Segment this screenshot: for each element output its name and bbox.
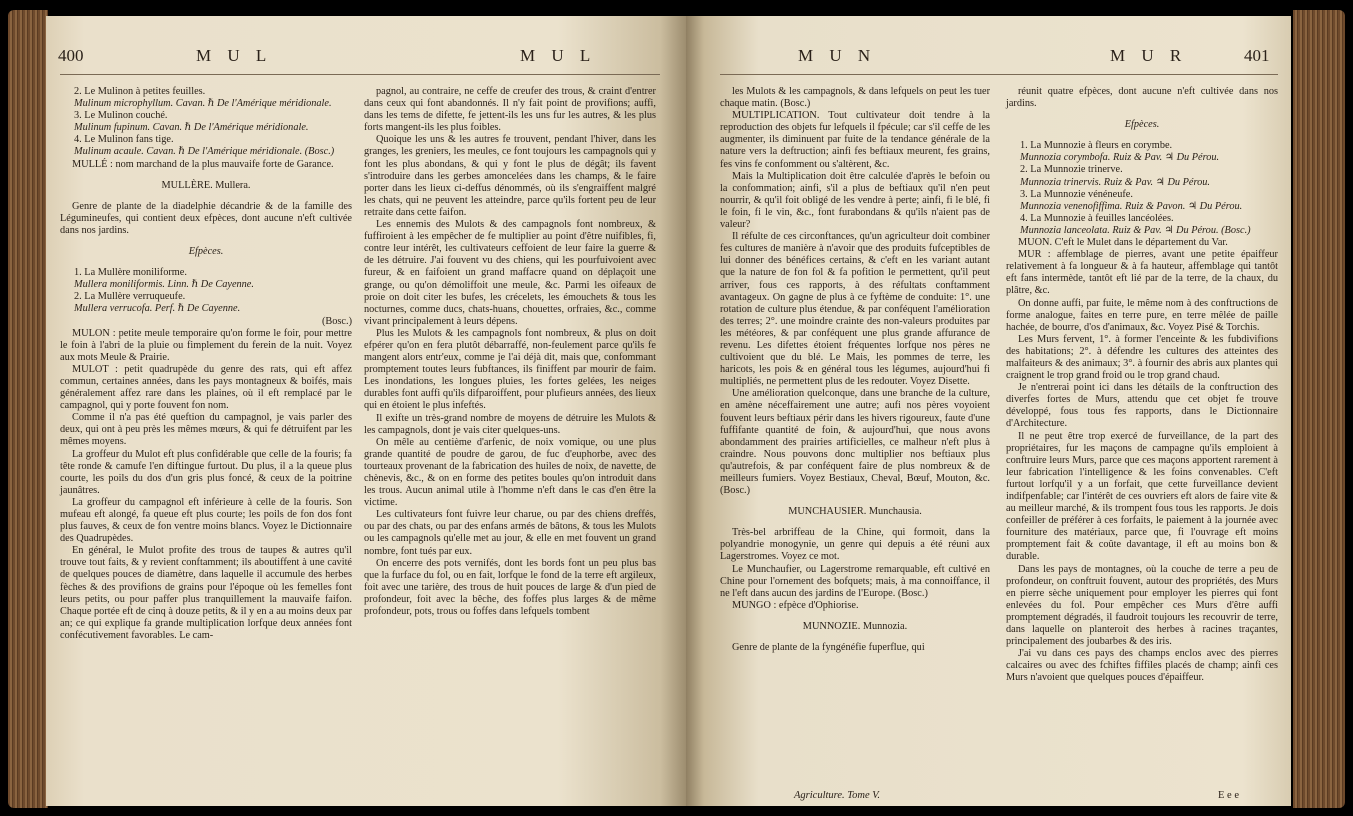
paragraph: Il ne peut être trop exercé de furveillance, de la part des propriétaires, fur les maçons de campagne qu'ils emploient à conftruire leurs Murs, parce que ces maçons apportent rarement à leur fabrication l'intelligence & les foins convenables. C'eft furtout lorfqu'il y a un forfait, que cette furveillance devient indifpenfable; car l'intérêt de ces ouvriers eft alors de faire vite & au meilleur marché, & ils trompent fous tous les rapports. Je dois confeiller de préférer à ces forfaits, le paiement à la journée avec fourniture des matériaux, parce que, fi l'ouvrage eft moins promptement fait & coûte davantage, il eft au moins bon & durable. xyxy=(1006,430,1278,563)
paragraph: Genre de plante de la fyngénéfie fuperflue, qui xyxy=(732,642,925,654)
paragraph: 1. La Munnozie à fleurs en corymbe. xyxy=(1020,140,1173,152)
right-column-2 xyxy=(1006,86,1278,685)
right-page xyxy=(686,16,1291,806)
paragraph: La groffeur du Mulot eft plus confidérable que celle de la fouris; fa tête ronde & camufe l'en diftingue furtout. Du plus, il a la queue plus courte, les poils du dos d'un gris plus foncé, & ceux de la poitrine jaunâtres. xyxy=(60,448,352,496)
paragraph: 2. Le Mulinon à petites feuilles. xyxy=(74,86,206,97)
paragraph: Mulinum acaule. Cavan. ℏ De l'Amérique méridionale. (Bosc.) xyxy=(74,146,335,158)
paragraph: Quoique les uns & les autres fe trouvent, pendant l'hiver, dans les granges, les greniers, les meules, ce font toujours les campagnols qui y font les plus abondans, & qui y font le plus de dégât; ils favent s'introduire dans les gerbes amoncelées dans les champs, & le faire porter dans les lieux ci-deffus dénommés, où ils s'engraiffent malgré les chats, qui ne peuvent les atteindre, parce qu'ils fortent peu de leur retraite dans cette faifon. xyxy=(364,134,656,218)
paragraph: J'ai vu dans ces pays des champs enclos avec des pierres calcaires ou avec des fchiftes fiffiles placés de champ; ainfi ces Murs n'avoient que quelques pouces d'épaiffeur. xyxy=(1006,648,1278,684)
paragraph: Une amélioration quelconque, dans une branche de la culture, en amène néceffairement une autre; aufi nos pères voyoient fouvent leurs beftiaux périr dans les hivers rigoureux, faute d'une fuffifante quantité de foin, & aujourd'hui, que nous avons abondamment des prairies artificielles, ce malheur n'eft plus à craindre. Nous pouvons donc multiplier nos beftiaux plus qu'autrefois, & par conféquent faire de plus nombreux & de meilleurs fumiers. Voyez Bestiaux, Cheval, Bœuf, Mouton, &c. (Bosc.) xyxy=(720,388,990,497)
paragraph: pagnol, au contraire, ne ceffe de creufer des trous, & craint d'entrer dans ceux qui font abandonnés. Il n'y fait point de provifions; auffi, dans les tems de difette, fe jettent-ils les uns fur les autres, & les plus forts mangent-ils les plus foibles. xyxy=(364,86,656,134)
paragraph: Mullera verrucofa. Perf. ℏ De Cayenne. xyxy=(74,303,241,315)
footer-volume: Agriculture. Tome V. xyxy=(794,790,880,801)
paragraph: 4. La Munnozie à feuilles lancéolées. xyxy=(1020,212,1174,224)
paragraph: En général, le Mulot profite des trous de taupes & autres qu'il trouve tout faits, & y revient conftamment; ils aboutiffent à une cavité de quelques pouces de diamètre, dans laquelle il accumule des herbes fèches & des provifions de grains pour l'époque où les femelles font leurs petits, ou pour paffer plus tranquillement la mauvaife faifon. Chaque portée eft de cinq à douze petits, & il y en a au moins deux par an; ce qui explique fa grande multiplication lorfque deux années font confécutivement favorables. Le cam- xyxy=(60,545,352,641)
paragraph: Je n'entrerai point ici dans les détails de la conftruction des diverfes fortes de Murs, attendu que cet objet fe trouve développé, fous tous fes rapports, dans le Dictionnaire d'Architecture. xyxy=(1006,382,1278,430)
paragraph: MUNCHAUSIER. Munchausia. xyxy=(788,506,922,518)
left-column-2 xyxy=(364,86,656,618)
paragraph: Dans les pays de montagnes, où la couche de terre a peu de profondeur, on conftruit fouvent, autour des propriétés, des Murs en pierre sèche uniquement pour employer les pierres qui font enlevées du fol. Pour empêcher ces Murs d'être auffi promptement dégradés, il faudroit toujours les recouvrir de terre, dans laquelle on planteroit des herbes à racines traçantes, principalement des joubarbes & des iris. xyxy=(1006,563,1278,648)
running-head-left-2: M U L xyxy=(520,46,597,65)
running-head-right-2: M U R xyxy=(1110,46,1188,65)
right-column-1 xyxy=(720,86,990,654)
paragraph: Munnozia corymbofa. Ruiz & Pav. ♃ Du Pérou. xyxy=(1020,152,1220,164)
paragraph: On encerre des pots vernifés, dont les bords font un peu plus bas que la furface du fol, ou en fait, lorfque le fond de la terre eft argileux, foit avec une tarière, des trous de huit pouces de large & d'un pied de profondeur, foit avec la bêche, des foffes plus larges & de même profondeur, pots, trous ou foffes dans lefquels tombent xyxy=(364,557,656,618)
paragraph: Munnozia venenofiffima. Ruiz & Pavon. ♃ Du Pérou. xyxy=(1020,200,1243,212)
page-number-left: 400 xyxy=(58,46,84,65)
paragraph: On donne auffi, par fuite, le même nom à des conftructions de forme analogue, faites en terre pure, en terre mêlée de paille hachée, de bourre, d'os d'animaux, &c. Voyez Pisé & Torchis. xyxy=(1006,297,1278,333)
paragraph: Les ennemis des Mulots & des campagnols font nombreux, & fuffiroient à les empêcher de fe multiplier au point d'être nuifibles, fi, contre leur intérêt, les cultivateurs ceffoient de leur faire la guerre & de les détruire. J'ai fouvent vu des chiens, qui les pourfuivoient avec fureur, & en faifoient un grand maffacre quand on déplaçoit une grange, ou qu'on démoliffoit une meule, &c. Parmi les oifeaux de proie on doit citer les bufes, les crécelets, les émouchets & tous les nocturnes, comme ducs, chats-huans, chouettes, orfraies, &c., comme vivant principalement à leurs dépens. xyxy=(364,219,656,327)
paragraph: Plus les Mulots & les campagnols font nombreux, & plus on doit efpérer qu'on en fera plutôt débarraffé, non-feulement parce qu'ils fe mangent alors entr'eux, comme je l'ai déjà dit, mais que, confommant promptement toutes leurs fubftances, ils finiffent par mourir de faim. Les inondations, les longues pluies, les fortes gelées, les neiges durables font auffi qu'ils difparoiffent, pour plufieurs années, des lieux qui en étoient le plus infeftés. xyxy=(364,327,656,412)
signature-mark: E e e xyxy=(1218,790,1239,801)
running-head-left-1: M U L xyxy=(196,46,273,65)
paragraph: MULON : petite meule temporaire qu'on forme le foir, pour mettre le foin à l'abri de la pluie ou fimplement du ferein de la nuit. Voyez aux mots Meule & Prairie. xyxy=(60,327,352,363)
paragraph: MULOT : petit quadrupède du genre des rats, qui eft affez commun, certaines années, dans les pays montagneux & boifés, mais généralement affez rare dans les plaines, où il eft remplacé par le campagnol, qui y porte fouvent fon nom. xyxy=(60,363,352,412)
paragraph: 4. Le Mulinon fans tige. xyxy=(74,134,174,146)
paragraph: MULTIPLICATION. Tout cultivateur doit tendre à la reproduction des objets fur lefquels il fpécule; car s'il ceffe de les augmenter, ils diminuent par fuite de la tendance générale de la nature vers la deftruction; ainfi fes beftiaux meurent, fes grains, fes vins fe confomment ou s'altèrent, &c. xyxy=(720,110,990,170)
header-rule-right xyxy=(720,74,1278,75)
paragraph: MUR : affemblage de pierres, avant une petite épaiffeur relativement à fa longueur & à fa hauteur, affemblage qui tantôt eft fans intermède, tantôt eft lié par de la terre, de la chaux, du plâtre, &c. xyxy=(1006,249,1278,297)
paragraph: Les Murs fervent, 1°. à former l'enceinte & les fubdivifions des habitations; 2°. à défendre les cultures des atteintes des malfaiteurs & des animaux; 3°. à fournir des abris aux plantes qui craignent le trop grand froid ou le trop grand chaud. xyxy=(1006,333,1278,382)
paragraph: Mulinum fupinum. Cavan. ℏ De l'Amérique méridionale. xyxy=(74,122,309,134)
paragraph: Il réfulte de ces circonftances, qu'un agriculteur doit combiner fes cultures de manière à n'avoir que des produits fufceptibles de lui donner des bénéfices certains, & c'eft en les variant autant que la nature de fon fol & fa pofition le permettent, qu'il peut arriver, fous ces rapports, à des réfultats conftamment avantageux. On gagne de plus à ce fyftème de conduite: 1°. une rotation de culture plus étendue, & par conféquent l'amélioration des terres; 2°. une moindre crainte des non-valeurs produites par les météores, & par conféquent une plus grande affurance de revenu. Les difettes étoient fréquentes lorfque nos pères ne cultivoient que du blé. Le Mais, les pommes de terre, les haricots, les pois & en général tous les légumes, aujourd'hui fi multipliés, ne permettent plus de les redouter. Voyez Disette. xyxy=(720,231,990,388)
paragraph: les Mulots & les campagnols, & dans lefquels on peut les tuer chaque matin. (Bosc.) xyxy=(720,86,990,110)
paragraph: (Bosc.) xyxy=(321,315,352,327)
paragraph: MULLÈRE. Mullera. xyxy=(161,179,251,191)
paragraph: Comme il n'a pas été queftion du campagnol, je vais parler des deux, qui ont à peu près les mêmes mœurs, & qui fe détruifent par les mêmes moyens. xyxy=(60,412,352,448)
paragraph: Mullera moniliformis. Linn. ℏ De Cayenne. xyxy=(74,279,254,291)
paragraph: 3. Le Mulinon couché. xyxy=(74,110,168,122)
paragraph: La groffeur du campagnol eft inférieure à celle de la fouris. Son mufeau eft alongé, fa queue eft plus courte; les poils de fon dos font plus fauves, & ceux de fon ventre moins blancs. Voyez le Dictionnaire des Quadrupèdes. xyxy=(60,496,352,545)
paragraph: Efpèces. xyxy=(1124,119,1160,131)
paragraph: 3. La Munnozie vénéneufe. xyxy=(1020,188,1133,200)
paragraph: On mêle au centième d'arfenic, de noix vomique, ou une plus grande quantité de poudre de garou, de fuc d'euphorbe, avec des tourteaux provenant de la fabrication des huiles de noix, de navette, de chènevis, &c., & on en forme des petites boules qu'on introduit dans les trous. Aucun animal utile à l'homme n'eft dans le cas d'en être la victime. xyxy=(364,436,656,509)
paragraph: Efpèces. xyxy=(188,246,224,258)
paragraph: MUNGO : efpèce d'Ophiorise. xyxy=(732,599,859,611)
paragraph: 1. La Mullère moniliforme. xyxy=(74,267,187,279)
paragraph: 2. La Mullère verruqueufe. xyxy=(74,291,186,303)
paragraph: Mulinum microphyllum. Cavan. ℏ De l'Amérique méridionale. xyxy=(74,98,332,110)
paragraph: Genre de plante de la diadelphie décandrie & de la famille des Légumineufes, qui contient deux efpèces, dont aucune n'eft cultivée dans nos jardins. xyxy=(60,200,352,236)
paragraph: 2. La Munnozie trinerve. xyxy=(1020,164,1123,176)
right-page-edges xyxy=(1293,10,1345,808)
paragraph: MUON. C'eft le Mulet dans le département du Var. xyxy=(1018,237,1228,249)
paragraph: MULLÉ : nom marchand de la plus mauvaife forte de Garance. xyxy=(72,158,334,170)
header-rule-left xyxy=(60,74,660,75)
paragraph: Munnozia trinervis. Ruiz & Pav. ♃ Du Pérou. xyxy=(1020,176,1210,188)
paragraph: MUNNOZIE. Munnozia. xyxy=(802,620,908,632)
paragraph: Il exifte un très-grand nombre de moyens de détruire les Mulots & les campagnols, dont je vais citer quelques-uns. xyxy=(364,412,656,436)
left-page-edges xyxy=(8,10,48,808)
page-number-right: 401 xyxy=(1244,46,1270,65)
paragraph: Munnozia lanceolata. Ruiz & Pav. ♃ Du Pérou. (Bosc.) xyxy=(1020,224,1251,236)
paragraph: Mais la Multiplication doit être calculée d'après le befoin ou la confommation; ainfi, s'il a plus de beftiaux qu'il n'en peut nourrir, & qu'il foit obligé de les vendre à perte; ainfi, fi le blé, fi le foin, fi le vin, &c., font furabondans & qu'ils n'aient pas de valeur? xyxy=(720,170,990,231)
left-page xyxy=(46,16,686,806)
paragraph: Les cultivateurs font fuivre leur charue, ou par des chiens dreffés, ou par des chats, ou par des enfans armés de bâtons, & tous les Mulots ou les campagnols qu'elle met au jour, & elle en met fouvent un grand nombre, font tués par eux. xyxy=(364,509,656,557)
paragraph: Très-bel arbriffeau de la Chine, qui formoit, dans la polyandrie monogynie, un genre qui depuis a été réuni aux Lagerstromes. Voyez ce mot. xyxy=(720,527,990,563)
paragraph: réunit quatre efpèces, dont aucune n'eft cultivée dans nos jardins. xyxy=(1006,86,1278,110)
running-head-right-1: M U N xyxy=(798,46,877,65)
paragraph: Le Munchaufier, ou Lagerstrome remarquable, eft cultivé en Chine pour l'ornement des bofquets; mais, à ma connoiffance, il ne l'eft dans aucun des jardins de l'Europe. (Bosc.) xyxy=(720,563,990,599)
left-column-1 xyxy=(60,86,352,642)
